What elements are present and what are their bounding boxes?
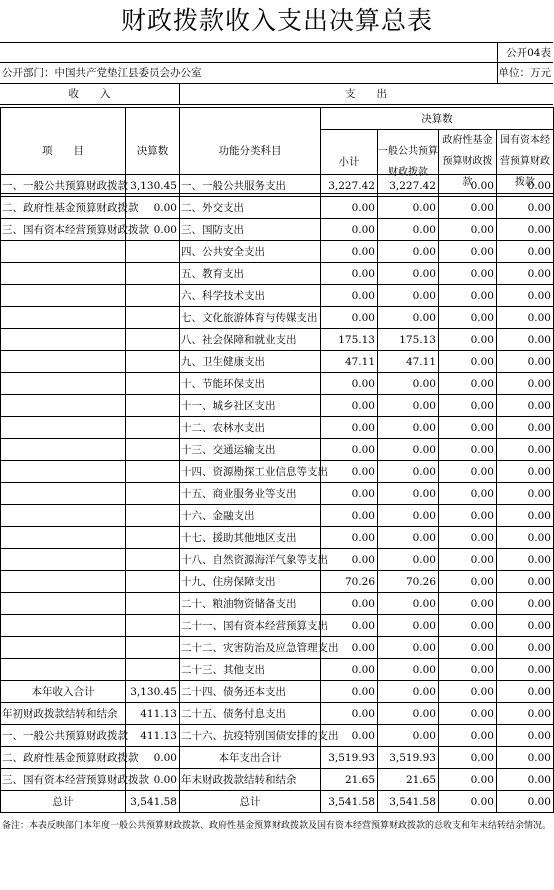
gov-fund-cell: 0.00 [439, 219, 497, 241]
expense-item-cell: 二、外交支出 [180, 197, 321, 219]
general-budget-cell: 0.00 [378, 219, 439, 241]
income-amount-cell [126, 549, 180, 571]
section-expense: 支 出 [345, 88, 387, 100]
subtotal-cell: 0.00 [321, 593, 378, 615]
gov-fund-cell: 0.00 [439, 791, 497, 813]
income-amount-cell [126, 571, 180, 593]
expense-item-cell: 三、国防支出 [180, 219, 321, 241]
gov-fund-cell: 0.00 [439, 615, 497, 637]
state-capital-cell: 0.00 [497, 549, 554, 571]
state-capital-cell: 0.00 [497, 329, 554, 351]
state-capital-cell: 0.00 [497, 791, 554, 813]
state-capital-cell: 0.00 [497, 373, 554, 395]
income-amount-cell [126, 329, 180, 351]
state-capital-cell: 0.00 [497, 725, 554, 747]
gov-fund-cell: 0.00 [439, 703, 497, 725]
subtotal-cell: 21.65 [321, 769, 378, 791]
income-item-cell: 年初财政拨款结转和结余 [1, 703, 126, 725]
state-capital-cell: 0.00 [497, 417, 554, 439]
income-amount-cell [126, 659, 180, 681]
section-income: 收 入 [68, 88, 111, 100]
header-subtotal: 小计 [321, 130, 378, 194]
subtotal-cell: 3,227.42 [321, 175, 378, 197]
subtotal-cell: 0.00 [321, 373, 378, 395]
form-code-row [0, 42, 553, 63]
expense-item-cell: 十一、城乡社区支出 [180, 395, 321, 417]
state-capital-cell: 0.00 [497, 527, 554, 549]
general-budget-cell: 0.00 [378, 483, 439, 505]
state-capital-cell: 0.00 [497, 571, 554, 593]
income-amount-cell [126, 373, 180, 395]
expense-item-cell: 十九、住房保障支出 [180, 571, 321, 593]
gov-fund-cell: 0.00 [439, 175, 497, 197]
expense-item-cell: 十四、资源勘探工业信息等支出 [180, 461, 321, 483]
table-row [1, 747, 554, 769]
table-row [1, 725, 554, 747]
state-capital-cell: 0.00 [497, 769, 554, 791]
gov-fund-cell: 0.00 [439, 571, 497, 593]
table-row [1, 439, 554, 461]
expense-item-cell: 十三、交通运输支出 [180, 439, 321, 461]
general-budget-cell: 0.00 [378, 593, 439, 615]
general-budget-cell: 0.00 [378, 505, 439, 527]
subtotal-cell: 0.00 [321, 549, 378, 571]
table-row [1, 791, 554, 813]
income-amount-cell: 0.00 [126, 769, 180, 791]
table-row [1, 571, 554, 593]
income-item-cell [1, 637, 126, 659]
expense-item-cell: 十、节能环保支出 [180, 373, 321, 395]
general-budget-cell: 70.26 [378, 571, 439, 593]
subtotal-cell: 70.26 [321, 571, 378, 593]
income-item-cell [1, 351, 126, 373]
table-row [1, 659, 554, 681]
income-amount-cell [126, 593, 180, 615]
subtotal-cell: 3,541.58 [321, 791, 378, 813]
gov-fund-cell: 0.00 [439, 769, 497, 791]
income-item-cell: 总计 [1, 791, 126, 813]
table-row [1, 241, 554, 263]
table-row [1, 505, 554, 527]
gov-fund-cell: 0.00 [439, 505, 497, 527]
state-capital-cell: 0.00 [497, 197, 554, 219]
general-budget-cell: 0.00 [378, 637, 439, 659]
data-table [0, 174, 554, 813]
expense-item-cell: 二十五、债务付息支出 [180, 703, 321, 725]
expense-item-cell: 二十二、灾害防治及应急管理支出 [180, 637, 321, 659]
general-budget-cell: 0.00 [378, 725, 439, 747]
income-amount-cell [126, 483, 180, 505]
income-amount-cell [126, 505, 180, 527]
expense-item-cell: 总计 [180, 791, 321, 813]
income-item-cell [1, 461, 126, 483]
subtotal-cell: 0.00 [321, 505, 378, 527]
income-amount-cell: 3,130.45 [126, 175, 180, 197]
state-capital-cell: 0.00 [497, 219, 554, 241]
state-capital-cell: 0.00 [497, 483, 554, 505]
subtotal-cell: 0.00 [321, 725, 378, 747]
table-row [1, 483, 554, 505]
gov-fund-cell: 0.00 [439, 307, 497, 329]
gov-fund-cell: 0.00 [439, 197, 497, 219]
subtotal-cell: 0.00 [321, 263, 378, 285]
expense-item-cell: 十五、商业服务业等支出 [180, 483, 321, 505]
header-final-amount: 决算数 [126, 108, 180, 194]
expense-item-cell: 二十一、国有资本经营预算支出 [180, 615, 321, 637]
general-budget-cell: 0.00 [378, 395, 439, 417]
state-capital-cell: 0.00 [497, 593, 554, 615]
department-label: 公开部门：中国共产党垫江县委员会办公室 [2, 67, 202, 79]
general-budget-cell: 175.13 [378, 329, 439, 351]
expense-item-cell: 二十四、债务还本支出 [180, 681, 321, 703]
general-budget-cell: 0.00 [378, 659, 439, 681]
income-amount-cell [126, 527, 180, 549]
gov-fund-cell: 0.00 [439, 593, 497, 615]
header-general-budget: 一般公共预算财政拨款 [378, 130, 439, 194]
subtotal-cell: 0.00 [321, 527, 378, 549]
state-capital-cell: 0.00 [497, 659, 554, 681]
income-item-cell [1, 593, 126, 615]
general-budget-cell: 0.00 [378, 307, 439, 329]
income-item-cell [1, 395, 126, 417]
general-budget-cell: 0.00 [378, 461, 439, 483]
income-item-cell [1, 307, 126, 329]
subtotal-cell: 0.00 [321, 681, 378, 703]
income-amount-cell: 0.00 [126, 197, 180, 219]
state-capital-cell: 0.00 [497, 285, 554, 307]
expense-item-cell: 四、公共安全支出 [180, 241, 321, 263]
header-final-group: 决算数 [321, 108, 554, 130]
subtotal-cell: 0.00 [321, 615, 378, 637]
header-function-category: 功能分类科目 [180, 108, 321, 194]
table-row [1, 527, 554, 549]
general-budget-cell: 0.00 [378, 285, 439, 307]
subtotal-cell: 0.00 [321, 307, 378, 329]
gov-fund-cell: 0.00 [439, 725, 497, 747]
general-budget-cell: 3,519.93 [378, 747, 439, 769]
table-row [1, 395, 554, 417]
gov-fund-cell: 0.00 [439, 373, 497, 395]
general-budget-cell: 3,227.42 [378, 175, 439, 197]
income-amount-cell: 3,541.58 [126, 791, 180, 813]
table-row [1, 417, 554, 439]
general-budget-cell: 21.65 [378, 769, 439, 791]
expense-item-cell: 五、教育支出 [180, 263, 321, 285]
subtotal-cell: 0.00 [321, 439, 378, 461]
table-row [1, 307, 554, 329]
income-item-cell [1, 373, 126, 395]
income-item-cell: 一、一般公共预算财政拨款 [1, 175, 126, 197]
income-amount-cell [126, 351, 180, 373]
general-budget-cell: 0.00 [378, 549, 439, 571]
expense-item-cell: 一、一般公共服务支出 [180, 175, 321, 197]
gov-fund-cell: 0.00 [439, 461, 497, 483]
income-amount-cell: 3,130.45 [126, 681, 180, 703]
income-item-cell: 三、国有资本经营预算财政拨款 [1, 769, 126, 791]
gov-fund-cell: 0.00 [439, 439, 497, 461]
state-capital-cell: 0.00 [497, 637, 554, 659]
table-row [1, 197, 554, 219]
gov-fund-cell: 0.00 [439, 549, 497, 571]
subtotal-cell: 175.13 [321, 329, 378, 351]
subtotal-cell: 0.00 [321, 461, 378, 483]
general-budget-cell: 0.00 [378, 439, 439, 461]
gov-fund-cell: 0.00 [439, 659, 497, 681]
income-amount-cell [126, 615, 180, 637]
gov-fund-cell: 0.00 [439, 483, 497, 505]
general-budget-cell: 0.00 [378, 197, 439, 219]
expense-item-cell: 十六、金融支出 [180, 505, 321, 527]
table-row [1, 263, 554, 285]
state-capital-cell: 0.00 [497, 175, 554, 197]
income-amount-cell: 411.13 [126, 725, 180, 747]
gov-fund-cell: 0.00 [439, 395, 497, 417]
income-item-cell [1, 439, 126, 461]
table-row [1, 219, 554, 241]
gov-fund-cell: 0.00 [439, 681, 497, 703]
income-item-cell [1, 615, 126, 637]
subtotal-cell: 0.00 [321, 219, 378, 241]
form-code: 公开04表 [506, 47, 551, 59]
gov-fund-cell: 0.00 [439, 637, 497, 659]
gov-fund-cell: 0.00 [439, 351, 497, 373]
gov-fund-cell: 0.00 [439, 263, 497, 285]
income-amount-cell [126, 417, 180, 439]
state-capital-cell: 0.00 [497, 263, 554, 285]
state-capital-cell: 0.00 [497, 395, 554, 417]
state-capital-cell: 0.00 [497, 747, 554, 769]
expense-item-cell: 二十三、其他支出 [180, 659, 321, 681]
state-capital-cell: 0.00 [497, 703, 554, 725]
income-item-cell: 二、政府性基金预算财政拨款 [1, 197, 126, 219]
gov-fund-cell: 0.00 [439, 329, 497, 351]
header-item: 项 目 [1, 108, 126, 194]
income-item-cell [1, 571, 126, 593]
subtotal-cell: 0.00 [321, 703, 378, 725]
income-amount-cell: 411.13 [126, 703, 180, 725]
expense-item-cell: 八、社会保障和就业支出 [180, 329, 321, 351]
subtotal-cell: 0.00 [321, 637, 378, 659]
table-row [1, 703, 554, 725]
income-item-cell [1, 241, 126, 263]
general-budget-cell: 0.00 [378, 263, 439, 285]
department-row [0, 63, 553, 84]
income-amount-cell [126, 637, 180, 659]
table-row [1, 637, 554, 659]
state-capital-cell: 0.00 [497, 351, 554, 373]
table-row [1, 461, 554, 483]
state-capital-cell: 0.00 [497, 505, 554, 527]
general-budget-cell: 0.00 [378, 703, 439, 725]
subtotal-cell: 47.11 [321, 351, 378, 373]
income-item-cell [1, 505, 126, 527]
subtotal-cell: 0.00 [321, 483, 378, 505]
income-item-cell: 一、一般公共预算财政拨款 [1, 725, 126, 747]
expense-item-cell: 本年支出合计 [180, 747, 321, 769]
gov-fund-cell: 0.00 [439, 285, 497, 307]
table-row [1, 175, 554, 197]
section-row [0, 84, 553, 105]
subtotal-cell: 0.00 [321, 285, 378, 307]
subtotal-cell: 0.00 [321, 197, 378, 219]
general-budget-cell: 3,541.58 [378, 791, 439, 813]
income-item-cell [1, 527, 126, 549]
income-item-cell [1, 263, 126, 285]
subtotal-cell: 0.00 [321, 241, 378, 263]
gov-fund-cell: 0.00 [439, 241, 497, 263]
expense-item-cell: 二十六、抗疫特别国债安排的支出 [180, 725, 321, 747]
income-item-cell [1, 329, 126, 351]
expense-item-cell: 年末财政拨款结转和结余 [180, 769, 321, 791]
income-item-cell [1, 417, 126, 439]
table-row [1, 549, 554, 571]
income-amount-cell: 0.00 [126, 747, 180, 769]
expense-item-cell: 十七、援助其他地区支出 [180, 527, 321, 549]
table-row [1, 593, 554, 615]
income-item-cell [1, 659, 126, 681]
income-item-cell: 二、政府性基金预算财政拨款 [1, 747, 126, 769]
page-title: 财政拨款收入支出决算总表 [120, 6, 433, 35]
header-gov-fund: 政府性基金预算财政拨款 [439, 130, 497, 194]
income-amount-cell [126, 241, 180, 263]
state-capital-cell: 0.00 [497, 307, 554, 329]
expense-item-cell: 二十、粮油物资储备支出 [180, 593, 321, 615]
income-item-cell [1, 549, 126, 571]
subtotal-cell: 0.00 [321, 659, 378, 681]
income-item-cell [1, 285, 126, 307]
table-row [1, 351, 554, 373]
expense-item-cell: 十八、自然资源海洋气象等支出 [180, 549, 321, 571]
income-item-cell: 三、国有资本经营预算财政拨款 [1, 219, 126, 241]
expense-item-cell: 十二、农林水支出 [180, 417, 321, 439]
expense-item-cell: 九、卫生健康支出 [180, 351, 321, 373]
gov-fund-cell: 0.00 [439, 417, 497, 439]
subtotal-cell: 0.00 [321, 417, 378, 439]
subtotal-cell: 3,519.93 [321, 747, 378, 769]
expense-item-cell: 七、文化旅游体育与传媒支出 [180, 307, 321, 329]
income-amount-cell [126, 439, 180, 461]
table-row [1, 769, 554, 791]
general-budget-cell: 0.00 [378, 615, 439, 637]
report-frame [0, 42, 553, 105]
income-item-cell [1, 483, 126, 505]
income-amount-cell [126, 461, 180, 483]
table-row [1, 615, 554, 637]
state-capital-cell: 0.00 [497, 681, 554, 703]
gov-fund-cell: 0.00 [439, 527, 497, 549]
general-budget-cell: 0.00 [378, 373, 439, 395]
income-amount-cell: 0.00 [126, 219, 180, 241]
table-row [1, 373, 554, 395]
table-row [1, 329, 554, 351]
state-capital-cell: 0.00 [497, 439, 554, 461]
footnote: 备注：本表反映部门本年度一般公共预算财政拨款、政府性基金预算财政拨款及国有资本经营预算财政拨款的总收支和年末结转结余情况。 [2, 821, 552, 831]
income-amount-cell [126, 307, 180, 329]
income-item-cell: 本年收入合计 [1, 681, 126, 703]
state-capital-cell: 0.00 [497, 461, 554, 483]
state-capital-cell: 0.00 [497, 241, 554, 263]
table-row [1, 681, 554, 703]
income-amount-cell [126, 395, 180, 417]
general-budget-cell: 0.00 [378, 681, 439, 703]
general-budget-cell: 0.00 [378, 241, 439, 263]
table-row [1, 285, 554, 307]
general-budget-cell: 0.00 [378, 417, 439, 439]
general-budget-cell: 0.00 [378, 527, 439, 549]
general-budget-cell: 47.11 [378, 351, 439, 373]
income-amount-cell [126, 285, 180, 307]
header-state-capital: 国有资本经营预算财政拨款 [497, 130, 554, 194]
gov-fund-cell: 0.00 [439, 747, 497, 769]
subtotal-cell: 0.00 [321, 395, 378, 417]
expense-item-cell: 六、科学技术支出 [180, 285, 321, 307]
state-capital-cell: 0.00 [497, 615, 554, 637]
unit-label: 单位：万元 [498, 67, 551, 79]
income-amount-cell [126, 263, 180, 285]
